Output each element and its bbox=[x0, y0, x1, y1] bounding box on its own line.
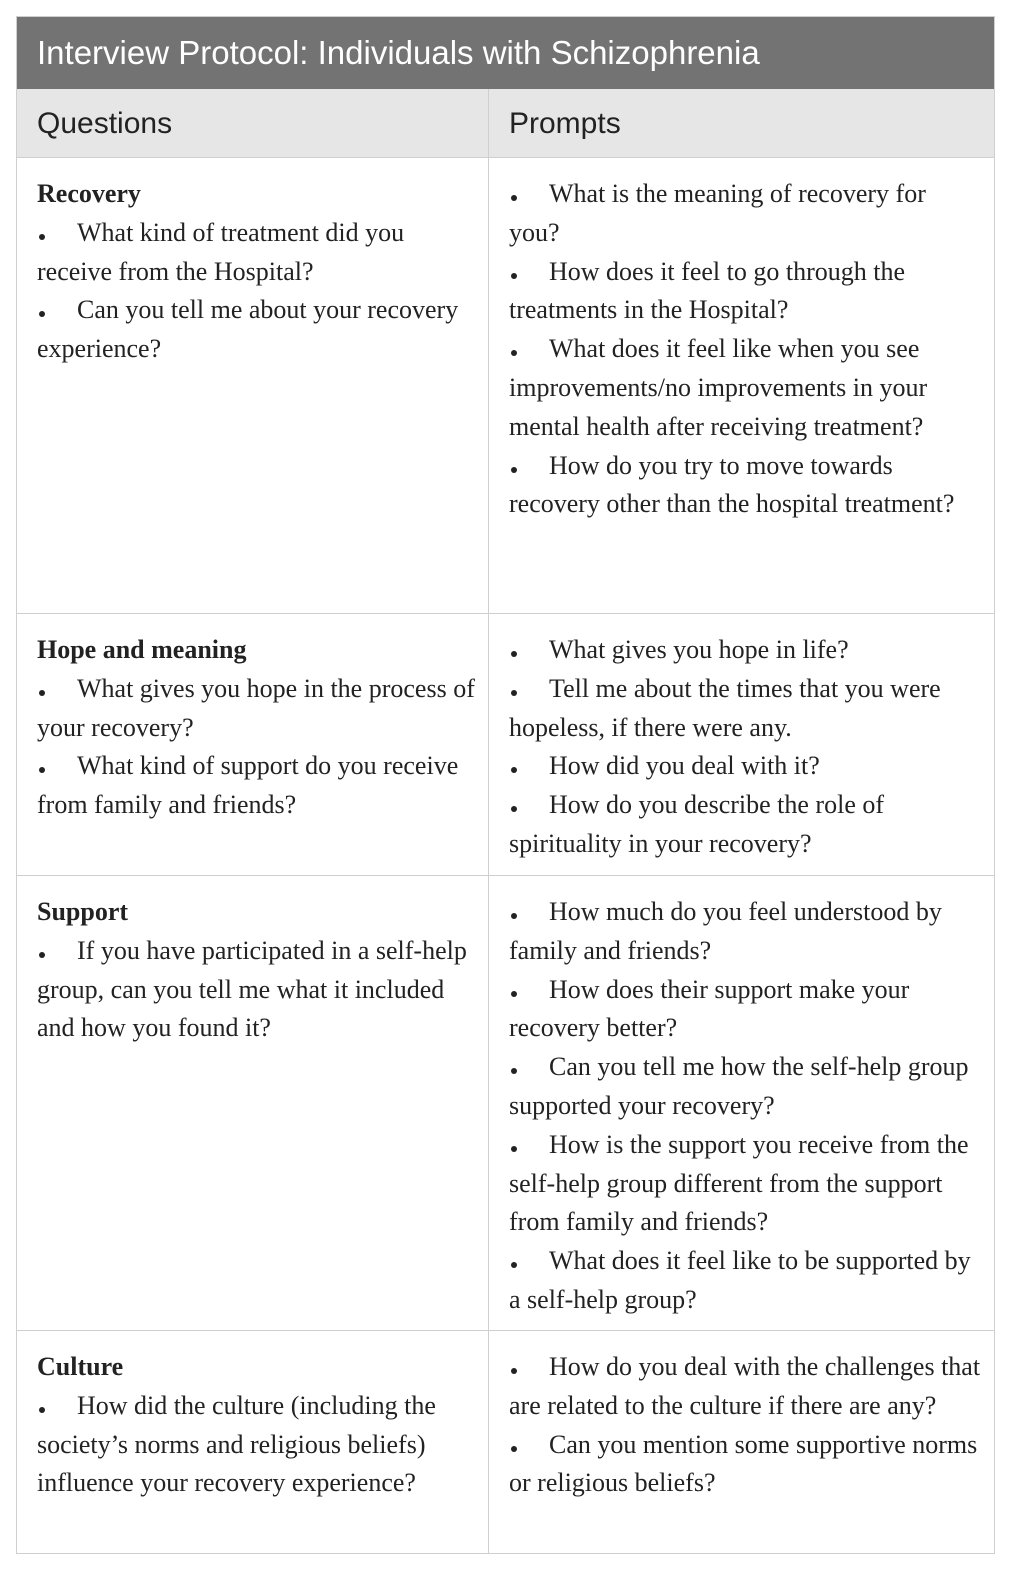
question-item bbox=[37, 291, 476, 369]
interview-protocol-table bbox=[16, 16, 995, 1554]
section-title: Recovery bbox=[37, 179, 141, 208]
prompt-text: What is the meaning of recovery for you? bbox=[509, 179, 926, 247]
questions-cell bbox=[17, 614, 489, 875]
prompt-item bbox=[509, 447, 982, 525]
prompt-text: How is the support you receive from the self-help group different from the support from family and friends? bbox=[509, 1129, 969, 1237]
question-text: Can you tell me about your recovery experience? bbox=[37, 295, 459, 364]
prompt-text: How do you try to move towards recovery other than the hospital treatment? bbox=[509, 450, 955, 519]
prompt-item bbox=[509, 253, 982, 331]
section-title: Hope and meaning bbox=[37, 635, 247, 664]
question-text: What kind of treatment did you receive from the Hospital? bbox=[37, 217, 405, 286]
prompt-item bbox=[509, 1242, 982, 1320]
prompt-item bbox=[509, 175, 982, 253]
prompt-text: How do you deal with the challenges that are related to the culture if there are any? bbox=[509, 1352, 981, 1420]
table-header-row bbox=[17, 89, 994, 158]
prompt-item bbox=[509, 330, 982, 446]
prompts-cell bbox=[489, 1331, 994, 1553]
prompt-text: How does their support make your recovery better? bbox=[509, 974, 910, 1043]
questions-column-header: Questions bbox=[17, 89, 489, 157]
prompt-item bbox=[509, 893, 982, 971]
prompt-text: What gives you hope in life? bbox=[549, 635, 849, 664]
question-item bbox=[37, 214, 476, 292]
prompt-text: Tell me about the times that you were hopeless, if there were any. bbox=[509, 673, 941, 742]
table-row-culture bbox=[17, 1331, 994, 1553]
question-text: If you have participated in a self-help group, can you tell me what it included and how you found it? bbox=[37, 935, 467, 1043]
prompt-text: How much do you feel understood by family and friends? bbox=[509, 897, 942, 965]
question-item bbox=[37, 670, 476, 748]
questions-cell bbox=[17, 158, 489, 613]
prompt-text: What does it feel like to be supported by a self-help group? bbox=[509, 1246, 971, 1314]
table-row-hope-and-meaning bbox=[17, 614, 994, 876]
prompt-text: How do you describe the role of spirituality in your recovery? bbox=[509, 790, 885, 858]
table-row-support bbox=[17, 876, 994, 1331]
prompts-cell bbox=[489, 158, 994, 613]
questions-cell bbox=[17, 876, 489, 1330]
prompt-text: Can you tell me how the self-help group supported your recovery? bbox=[509, 1052, 969, 1120]
prompts-column-header: Prompts bbox=[509, 107, 621, 140]
question-text: What gives you hope in the process of your recovery? bbox=[37, 673, 475, 742]
prompt-item bbox=[509, 631, 982, 670]
question-text: How did the culture (including the society’s norms and religious beliefs) influence your recovery experience? bbox=[37, 1390, 436, 1498]
prompt-item bbox=[509, 971, 982, 1049]
prompt-item bbox=[509, 1126, 982, 1242]
questions-cell bbox=[17, 1331, 489, 1553]
section-title: Support bbox=[37, 897, 129, 926]
prompt-item bbox=[509, 1348, 982, 1426]
prompt-text: How does it feel to go through the treatments in the Hospital? bbox=[509, 256, 905, 325]
question-item bbox=[37, 1387, 476, 1503]
prompt-item bbox=[509, 670, 982, 748]
question-item bbox=[37, 932, 476, 1048]
prompt-text: What does it feel like when you see improvements/no improvements in your mental health after receiving treatment? bbox=[509, 334, 928, 441]
prompt-item bbox=[509, 1426, 982, 1504]
prompt-text: Can you mention some supportive norms or religious beliefs? bbox=[509, 1429, 978, 1498]
prompt-item bbox=[509, 747, 982, 786]
prompt-item bbox=[509, 786, 982, 864]
prompts-cell bbox=[489, 876, 994, 1330]
prompt-item bbox=[509, 1048, 982, 1126]
section-title: Culture bbox=[37, 1352, 124, 1381]
question-text: What kind of support do you receive from family and friends? bbox=[37, 751, 459, 820]
question-item bbox=[37, 747, 476, 825]
prompt-text: How did you deal with it? bbox=[549, 751, 820, 781]
table-title: Interview Protocol: Individuals with Schizophrenia bbox=[17, 17, 994, 89]
table-row-recovery bbox=[17, 158, 994, 614]
prompts-cell bbox=[489, 614, 994, 875]
